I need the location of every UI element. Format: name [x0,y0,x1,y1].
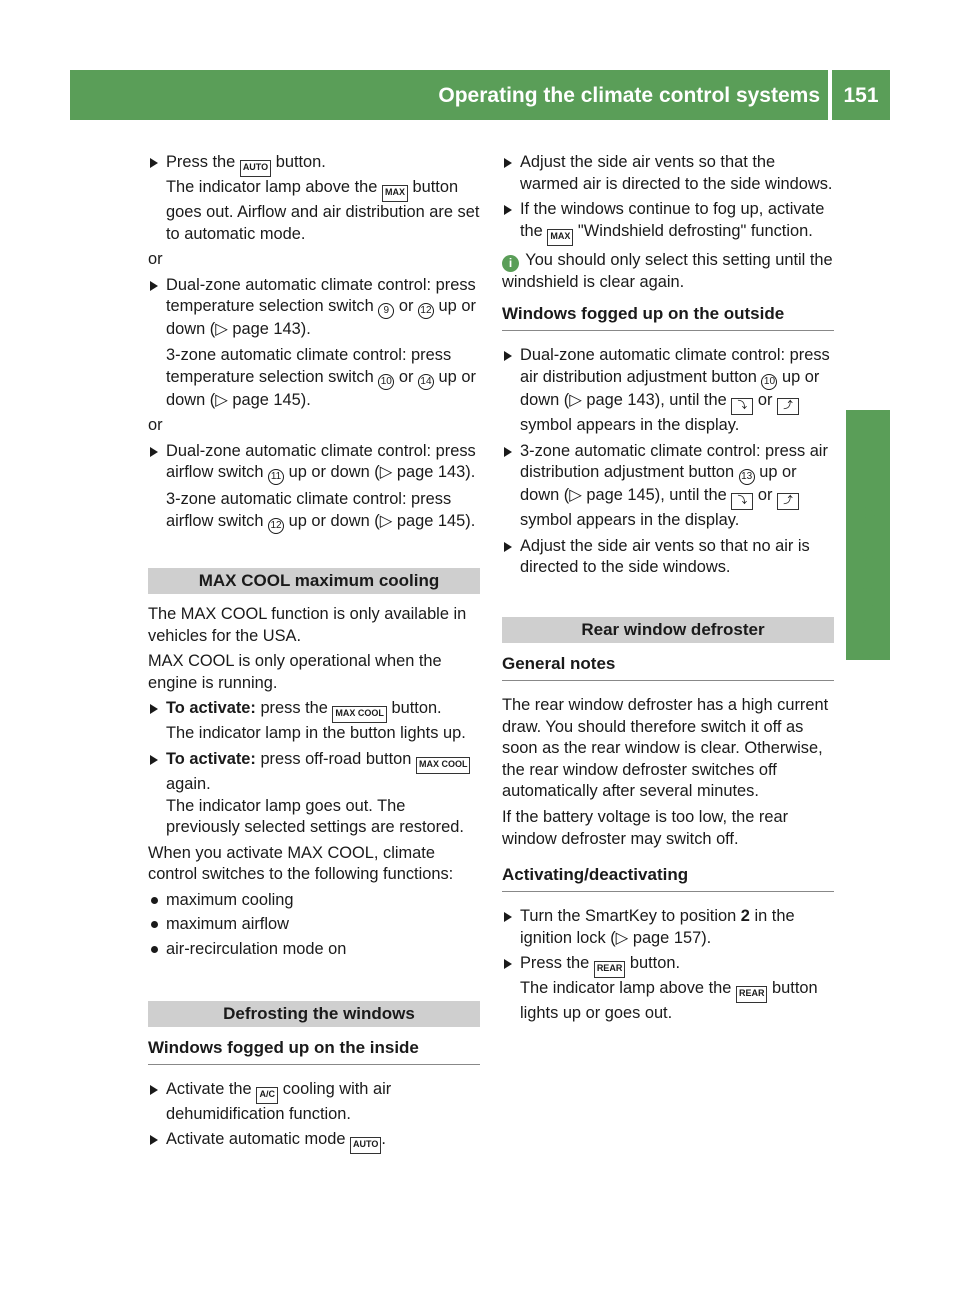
switch-12-icon: 12 [268,518,284,534]
section-heading: Defrosting the windows [148,1001,480,1027]
arrow-icon: ▷ [379,511,393,530]
arrow-icon: ▷ [615,928,629,947]
instruction-step: Dual-zone automatic climate control: press airflow switch 11 up or down (▷ page 143). [148,441,480,486]
switch-10-icon: 10 [761,374,777,390]
max-defrost-icon: MAX [382,185,408,202]
section-heading: Rear window defroster [502,617,834,643]
paragraph: The MAX COOL function is only available in vehicles for the USA. [148,604,467,645]
paragraph: If the battery voltage is too low, the rear window defroster may switch off. [502,807,789,848]
instruction-step: Adjust the side air vents so that the warmed air is directed to the side windows. [502,152,834,195]
instruction-substep: 3-zone automatic climate control: press temperature selection switch 10 or 14 up or down (▷ page 145). [166,345,476,409]
ac-icon: A/C [256,1087,278,1104]
page-reference[interactable]: page 143). [396,463,476,482]
list-item: maximum cooling [148,890,480,912]
list-item: maximum airflow [148,914,480,936]
arrow-icon: ▷ [569,390,582,409]
instruction-step: To activate: press off-road button MAX COOL again. The indicator lamp goes out. The previously selected settings are restored. [148,749,480,839]
paragraph: The rear window defroster has a high current draw. You should therefore switch it off as soon as the rear window is clear. Otherwise, the rear window defroster switches off automatically after several minutes. [502,695,829,801]
right-column [502,152,834,1029]
air-distribution-down-icon: ⤵ [731,398,753,415]
page-title: Operating the climate control systems [438,84,820,107]
switch-10-icon: 10 [378,374,394,390]
paragraph: When you activate MAX COOL, climate control switches to the following functions: [148,843,454,884]
page-reference[interactable]: page 143), until the [586,390,727,409]
instruction-step: Activate automatic mode AUTO . [148,1129,480,1154]
section-heading: MAX COOL maximum cooling [148,568,480,594]
air-distribution-up-down-icon: ⤴ [777,398,799,415]
rear-defroster-icon: REAR [736,986,768,1003]
subsection-heading: Windows fogged up on the outside [502,303,834,331]
side-tab-label: Climate control [855,499,880,660]
instruction-step: Dual-zone automatic climate control: press temperature selection switch 9 or 12 up or down (▷ page 143). [148,275,480,341]
subsection-heading: Windows fogged up on the inside [148,1037,480,1065]
instruction-step: Press the AUTO button. The indicator lamp above the MAX button goes out. Airflow and air distribution are set to automatic mode. [148,152,480,245]
switch-14-icon: 14 [418,374,434,390]
instruction-substep: 3-zone automatic climate control: press airflow switch 12 up or down (▷ page 145). [148,489,480,534]
rear-defroster-icon: REAR [594,961,626,978]
max-cool-icon: MAX COOL [332,706,387,723]
page-reference[interactable]: page 143). [232,320,311,339]
subsection-heading: General notes [502,653,834,681]
air-distribution-down-icon: ⤵ [731,493,753,510]
list-item: air-recirculation mode on [148,939,480,961]
instruction-step: If the windows continue to fog up, activate the MAX "Windshield defrosting" function. [502,199,834,246]
or-text: or [148,250,163,269]
switch-9-icon: 9 [378,303,394,319]
left-column [148,152,480,1158]
instruction-step: Turn the SmartKey to position 2 in the ignition lock (▷ page 157). [502,906,834,949]
info-icon: i [502,255,519,272]
switch-11-icon: 11 [268,469,284,485]
subsection-heading: Activating/deactivating [502,864,834,892]
air-distribution-up-down-icon: ⤴ [777,493,799,510]
info-note: i You should only select this setting until the windshield is clear again. [502,250,833,291]
auto-button-icon: AUTO [240,160,271,177]
page-reference[interactable]: page 145). [396,511,476,530]
instruction-step: Adjust the side air vents so that no air is directed to the side windows. [502,536,834,579]
page-reference[interactable]: page 157). [632,928,712,947]
switch-13-icon: 13 [739,469,755,485]
instruction-step: Press the REAR button. The indicator lamp above the REAR button lights up or goes out. [502,953,834,1025]
arrow-icon: ▷ [379,463,393,482]
arrow-icon: ▷ [569,486,582,505]
page-number: 151 [843,84,879,107]
max-cool-icon: MAX COOL [416,757,471,774]
arrow-icon: ▷ [215,390,228,409]
arrow-icon: ▷ [215,320,228,339]
paragraph: MAX COOL is only operational when the engine is running. [148,652,442,692]
auto-button-icon: AUTO [350,1137,381,1154]
or-text: or [148,416,163,435]
page-reference[interactable]: page 145), until the [586,486,727,505]
max-defrost-icon: MAX [547,229,573,246]
instruction-step: Dual-zone automatic climate control: press air distribution adjustment button 10 up or down (▷ page 143), until the ⤵ or ⤴ symbol appears in the display. [502,345,834,436]
switch-12-icon: 12 [418,303,434,319]
page-reference[interactable]: page 145). [232,390,311,409]
instruction-step: 3-zone automatic climate control: press air distribution adjustment button 13 up or down (▷ page 145), until the ⤵ or ⤴ symbol appears in the display. [502,441,834,532]
instruction-step: Activate the A/C cooling with air dehumidification function. [148,1079,480,1126]
instruction-step: To activate: press the MAX COOL button. The indicator lamp in the button lights up. [148,698,480,745]
